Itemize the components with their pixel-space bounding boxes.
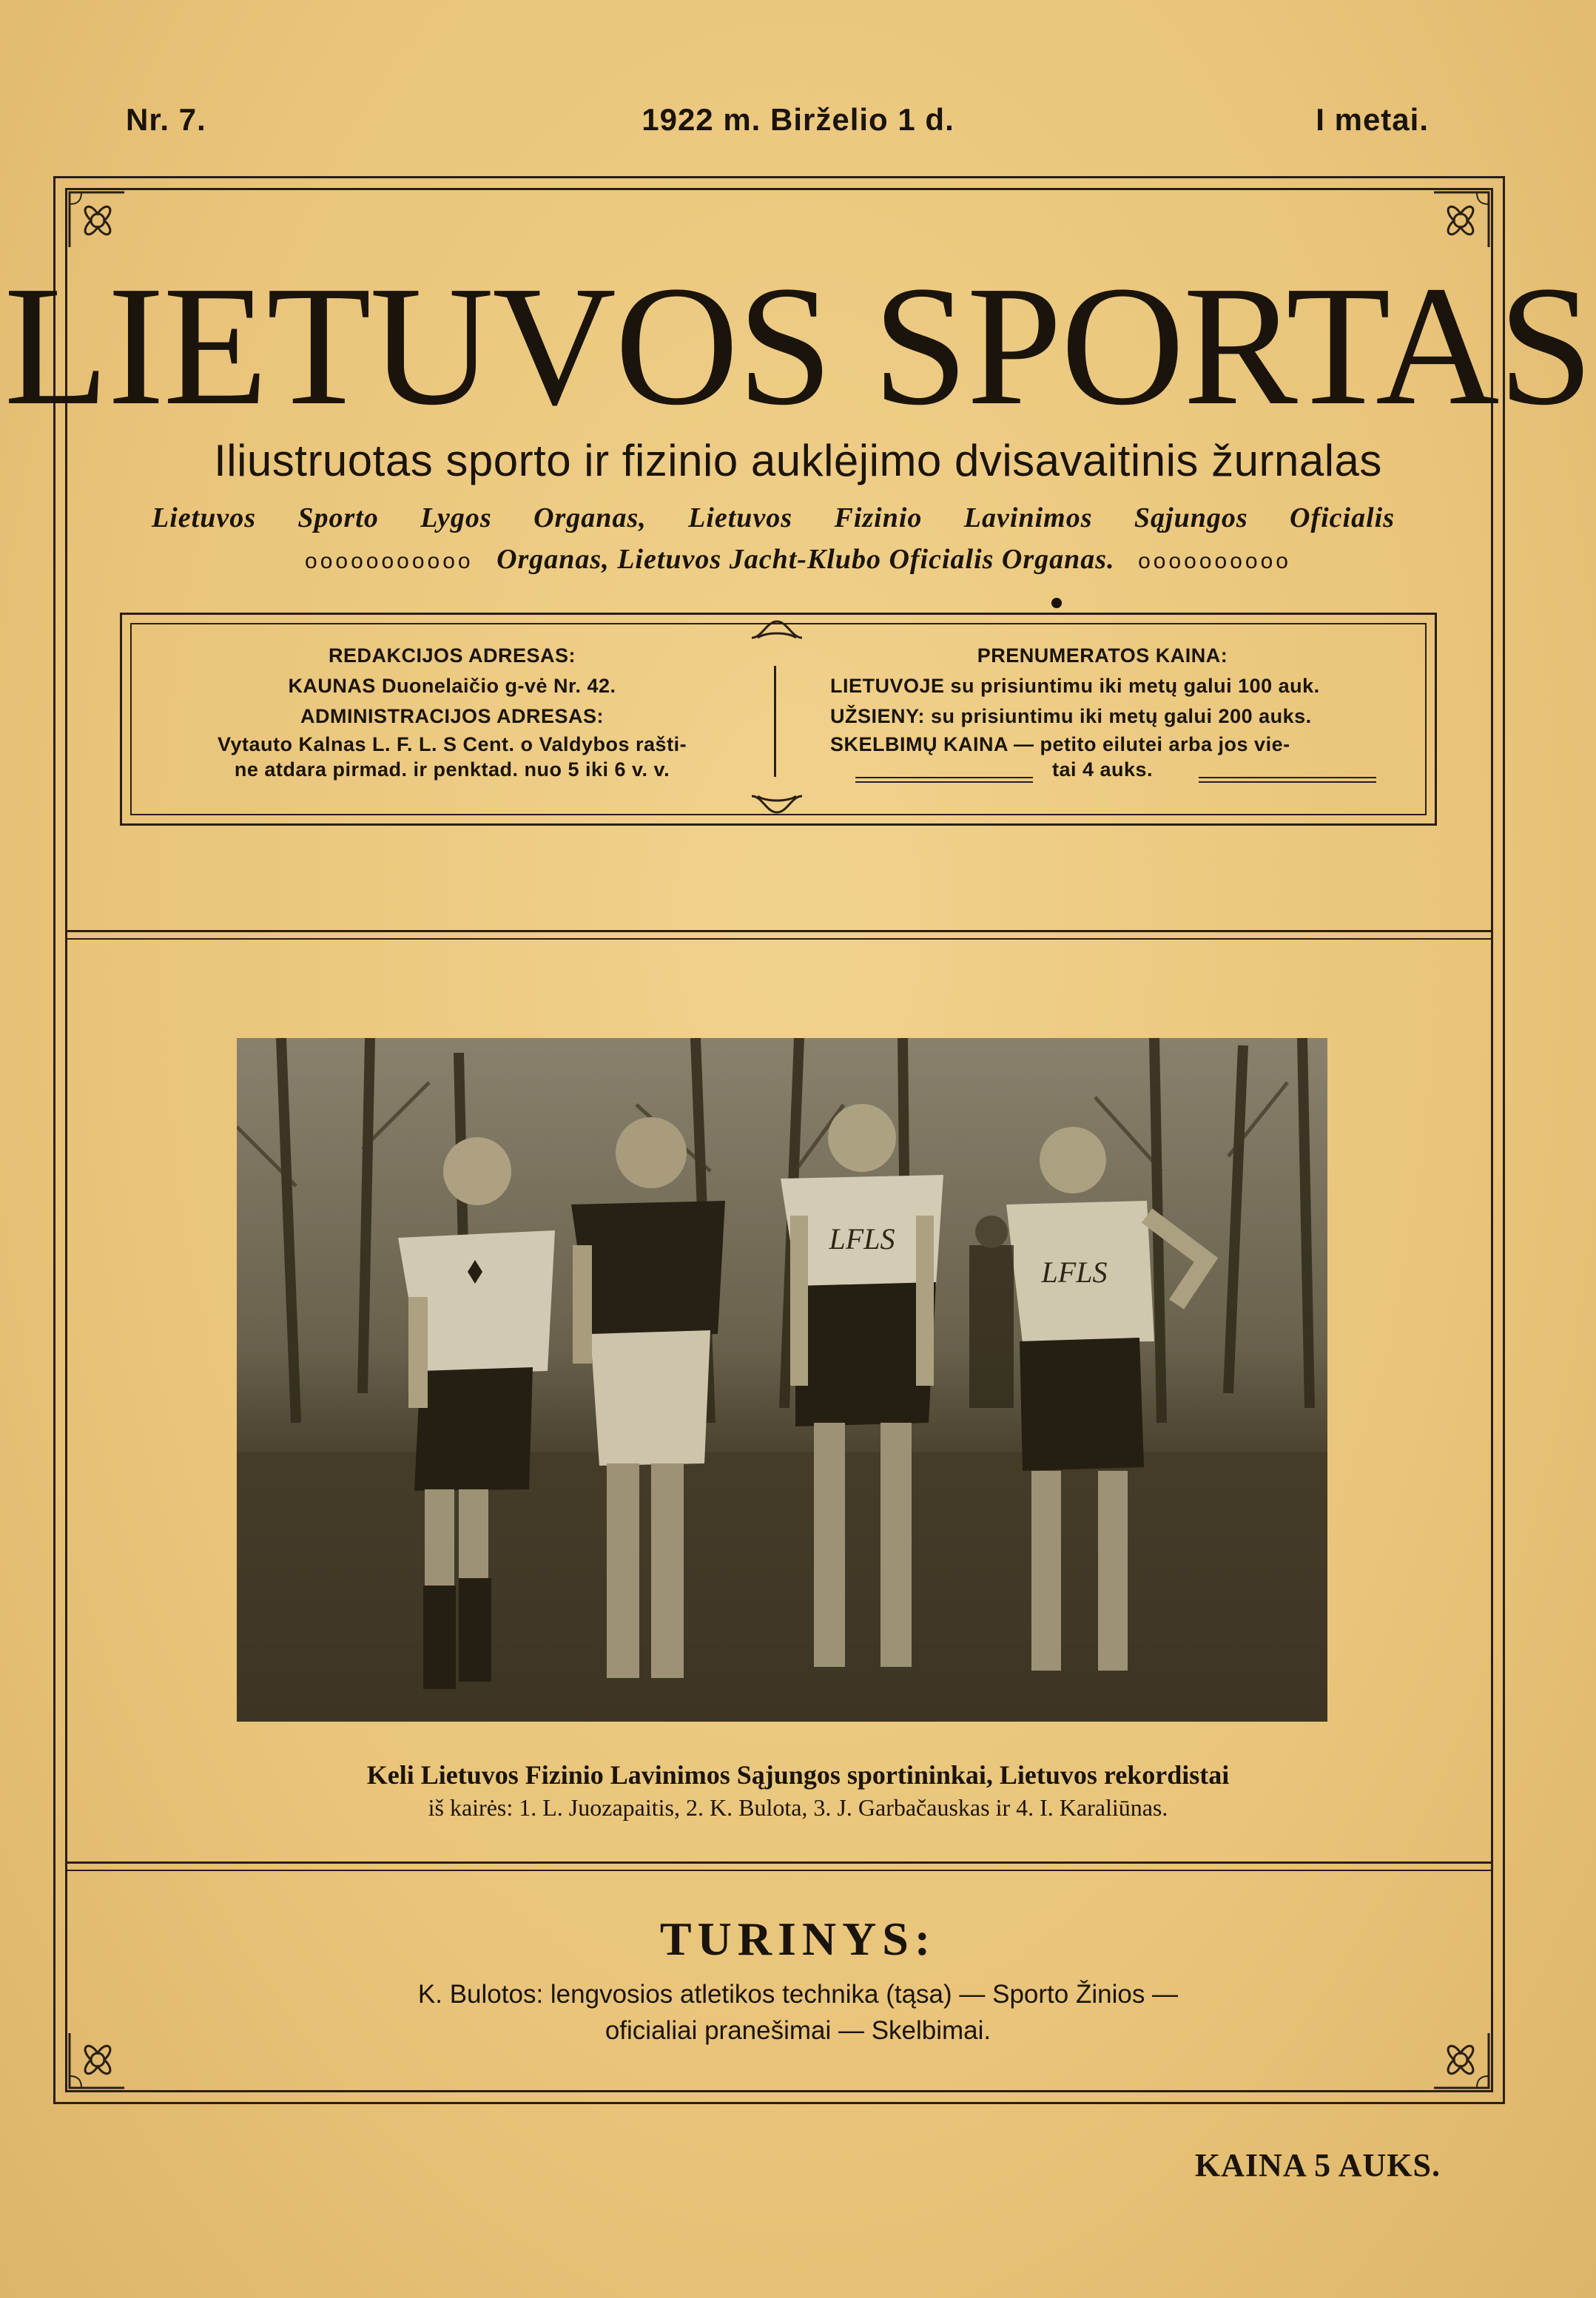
administration-line-1: Vytauto Kalnas L. F. L. S Cent. o Valdybos rašti-	[217, 733, 687, 755]
editorial-address-line: KAUNAS Duonelaičio g-vė Nr. 42.	[288, 675, 616, 697]
info-box-divider	[774, 666, 776, 777]
administration-line-2: ne atdara pirmad. ir penktad. nuo 5 iki 6 v. v.	[234, 758, 670, 781]
subscription-prices	[792, 641, 1413, 782]
issue-number: Nr. 7.	[126, 102, 206, 137]
advert-price-line-1: SKELBIMŲ KAINA — petito eilutei arba jos vie-	[830, 733, 1290, 755]
subscription-abroad: UŽSIENY: su prisiuntimu iki metų galui 200 auks.	[830, 705, 1312, 727]
athletes-photo	[237, 1038, 1327, 1722]
contents-line-2: oficialiai pranešimai — Skelbimai.	[605, 2016, 991, 2045]
masthead-title: LIETUVOS SPORTAS	[4, 251, 1592, 441]
center-dot	[1051, 598, 1062, 608]
issue-date: 1922 m. Birželio 1 d.	[642, 102, 954, 137]
flower-ornament-icon	[1431, 189, 1492, 250]
contents-line-1: K. Bulotos: lengvosios atletikos technika (tąsa) — Sporto Žinios —	[417, 1980, 1179, 2009]
masthead-subtitle: Iliustruotas sporto ir fizinio auklėjimo dvisavaitinis žurnalas	[214, 436, 1382, 485]
organ-line-2-text: Organas, Lietuvos Jacht-Klubo Oficialis Organas.	[496, 544, 1115, 575]
shirt-emblem-4: LFLS	[1041, 1256, 1108, 1289]
organ-line-1: Lietuvos Sporto Lygos Organas, Lietuvos Fizinio Lavinimos Sąjungos Oficialis	[152, 502, 1395, 533]
editorial-heading: REDAKCIJOS ADRESAS:	[328, 644, 576, 667]
rule-left	[855, 777, 1033, 783]
subscription-heading: PRENUMERATOS KAINA:	[977, 644, 1228, 667]
divider-contents-double	[65, 1870, 1493, 1871]
administration-heading: ADMINISTRACIJOS ADRESAS:	[300, 705, 605, 727]
editorial-address	[145, 641, 759, 782]
advert-price-line-2: tai 4 auks.	[1051, 758, 1154, 781]
flower-ornament-icon	[67, 189, 127, 250]
divider-masthead-double	[65, 938, 1493, 940]
divider-contents	[65, 1861, 1493, 1864]
dot-row-left: ooooooooooo	[305, 549, 474, 573]
contents-heading: TURINYS:	[659, 1913, 937, 1965]
photo-caption-names: iš kairės: 1. L. Juozapaitis, 2. K. Bulota, 3. J. Garbačauskas ir 4. I. Karaliūnas.	[428, 1794, 1168, 1821]
divider-masthead	[65, 930, 1493, 932]
rule-right	[1199, 777, 1376, 783]
organ-line-2	[0, 543, 1596, 576]
subscription-domestic: LIETUVOJE su prisiuntimu iki metų galui 100 auk.	[830, 675, 1320, 697]
volume-year: I metai.	[1316, 102, 1429, 137]
shirt-emblem-3: LFLS	[829, 1222, 895, 1256]
athletes-photo-illustration	[237, 1038, 1327, 1722]
dot-row-right: oooooooooo	[1138, 549, 1291, 573]
scroll-ornament-icon	[747, 789, 807, 818]
photo-caption-title: Keli Lietuvos Fizinio Lavinimos Sąjungos sportininkai, Lietuvos rekordistai	[366, 1760, 1230, 1790]
issue-price: KAINA 5 AUKS.	[1194, 2147, 1441, 2183]
